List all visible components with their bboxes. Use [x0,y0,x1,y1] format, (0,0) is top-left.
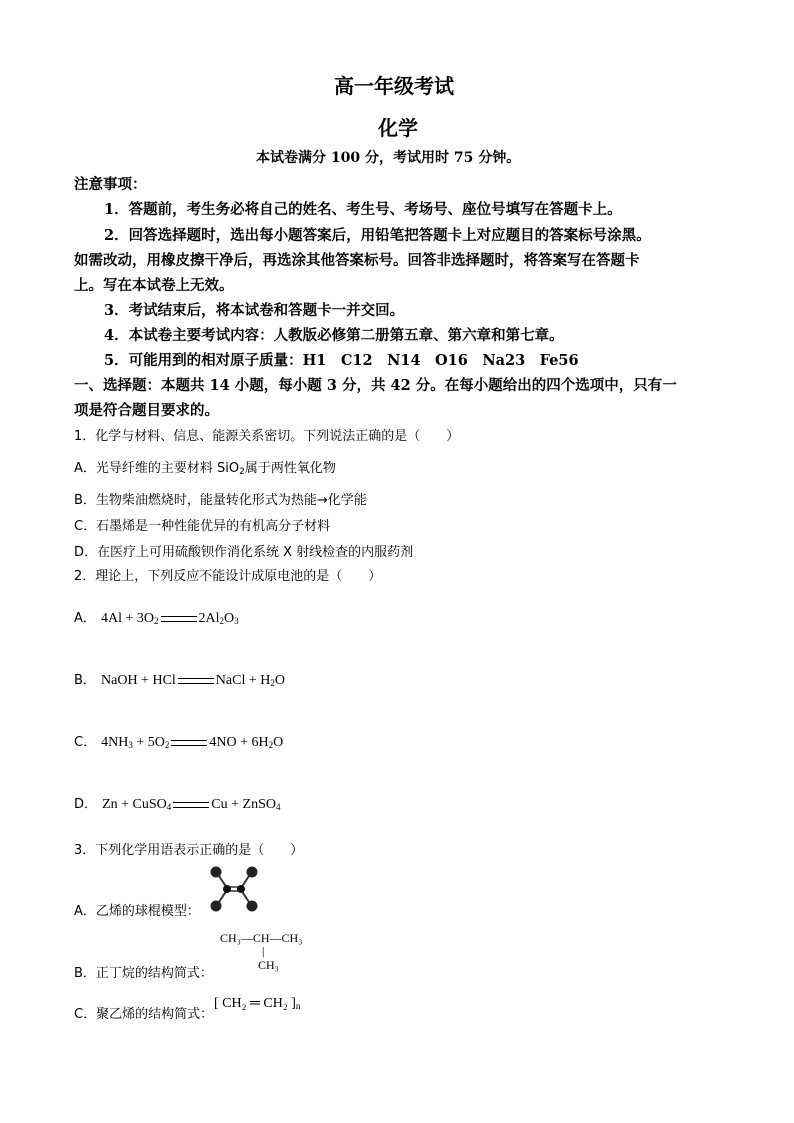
q3-c-monomer: CH₂ ═ CH₂ [222,996,288,1011]
q2-a-label: A． [74,611,96,626]
q2-a-right-sub2: 3 [234,616,239,626]
q2-a-equals [161,616,197,622]
exam-title: 高一年级考试 [334,74,454,98]
section1-line1: 一、选择题：本题共 14 小题，每小题 3 分，共 42 分。在每小题给出的四个选项中，只有一 [74,377,677,394]
q2-d-left-sub: 4 [166,802,172,812]
q1-a-sub: 2 [239,467,245,477]
note-4: 4．本试卷主要考试内容：人教版必修第二册第五章、第六章和第七章。 [104,327,564,344]
q2-d-right-sub: 4 [275,802,281,812]
q1-option-b: B．生物柴油燃烧时，能量转化形式为热能→化学能 [74,493,367,508]
q2-b-right: NaCl + H [215,673,271,688]
note-1: 1．答题前，考生务必将自己的姓名、考生号、考场号、座位号填写在答题卡上。 [104,201,622,218]
q2-b-right-sub: 2 [270,678,275,688]
q2-stem: 2．理论上，下列反应不能设计成原电池的是（ ） [74,569,382,584]
q2-option-c [74,731,283,751]
q2-option-b [74,669,285,689]
q1-option-d: D．在医疗上可用硫酸钡作消化系统 X 射线检查的内服药剂 [74,545,414,560]
q2-c-left1-sub: 3 [128,740,133,750]
q2-a-right: 2Al [198,611,220,626]
q2-d-right: Cu + ZnSO [211,797,276,812]
q2-d-left: Zn + CuSO [102,797,167,812]
note-5: 5．可能用到的相对原子质量：H1 C12 N14 O16 Na23 Fe56 [104,352,579,369]
q2-c-right: 4NO + 6H [209,735,269,750]
q2-a-equation [101,611,239,626]
q2-b-left: NaOH + HCl [101,673,176,688]
q3-b-struct-top: CH₃—CH—CH₃ [220,931,303,945]
q3-option-b: B．正丁烷的结构简式： [74,966,213,981]
q3-c-close-bracket: ] [291,996,296,1011]
subject-title: 化学 [378,116,418,140]
q3-option-a: A．乙烯的球棍模型： [74,904,200,919]
q2-c-label: C． [74,735,97,750]
q3-option-c: C．聚乙烯的结构简式： [74,1007,214,1022]
note-2-line2: 如需改动，用橡皮擦干净后，再选涂其他答案标号。回答非选择题时，将答案写在答题卡 [74,252,640,269]
q2-a-left-sub: 2 [154,616,159,626]
q2-a-right2: O [224,611,235,626]
q2-c-equals [171,740,207,746]
q3-b-struct-bond: | [262,944,265,958]
q3-c-n: n [295,1001,301,1011]
q3-c-struct [214,996,300,1012]
note-2-line1: 2．回答选择题时，选出每小题答案后，用铅笔把答题卡上对应题目的答案标号涂黑。 [104,227,651,244]
q2-d-equation [102,797,280,812]
ethylene-ball-stick-model [208,864,260,914]
note-3: 3．考试结束后，将本试卷和答题卡一并交回。 [104,302,405,319]
q2-c-equation [101,735,283,750]
q1-option-a [74,457,336,476]
exam-subtitle: 本试卷满分 100 分，考试用时 75 分钟。 [256,150,521,166]
q3-b-struct-bottom: CH₃ [258,958,279,972]
section1-line2: 项是符合题目要求的。 [74,402,219,419]
q2-d-equals [173,802,209,808]
note-2-line3: 上。写在本试卷上无效。 [74,277,234,294]
q2-option-a [74,607,239,627]
q2-c-right-sub: 2 [268,740,274,750]
q2-a-right-sub1: 2 [219,616,225,626]
q2-b-equation [101,673,285,688]
notes-heading: 注意事项： [74,176,147,193]
q2-b-equals [178,678,214,684]
q1-option-c: C．石墨烯是一种性能优异的有机高分子材料 [74,519,331,534]
q1-a-pre: A．光导纤维的主要材料 SiO [74,461,240,476]
q2-c-left1: 4NH [101,735,129,750]
q1-stem: 1．化学与材料、信息、能源关系密切。下列说法正确的是（ ） [74,429,460,444]
q2-b-right2: O [274,673,285,688]
q2-b-label: B． [74,673,96,688]
q1-a-post: 属于两性氧化物 [244,461,336,476]
q3-c-open-bracket: [ [214,996,219,1011]
q2-d-label: D． [74,797,98,812]
q2-c-left2-sub: 2 [164,740,170,750]
q2-option-d [74,793,280,813]
q2-a-left: 4Al + 3O [101,611,155,626]
q2-c-left2: + 5O [132,735,165,750]
q3-stem: 3．下列化学用语表示正确的是（ ） [74,843,304,858]
q2-c-right2: O [273,735,284,750]
